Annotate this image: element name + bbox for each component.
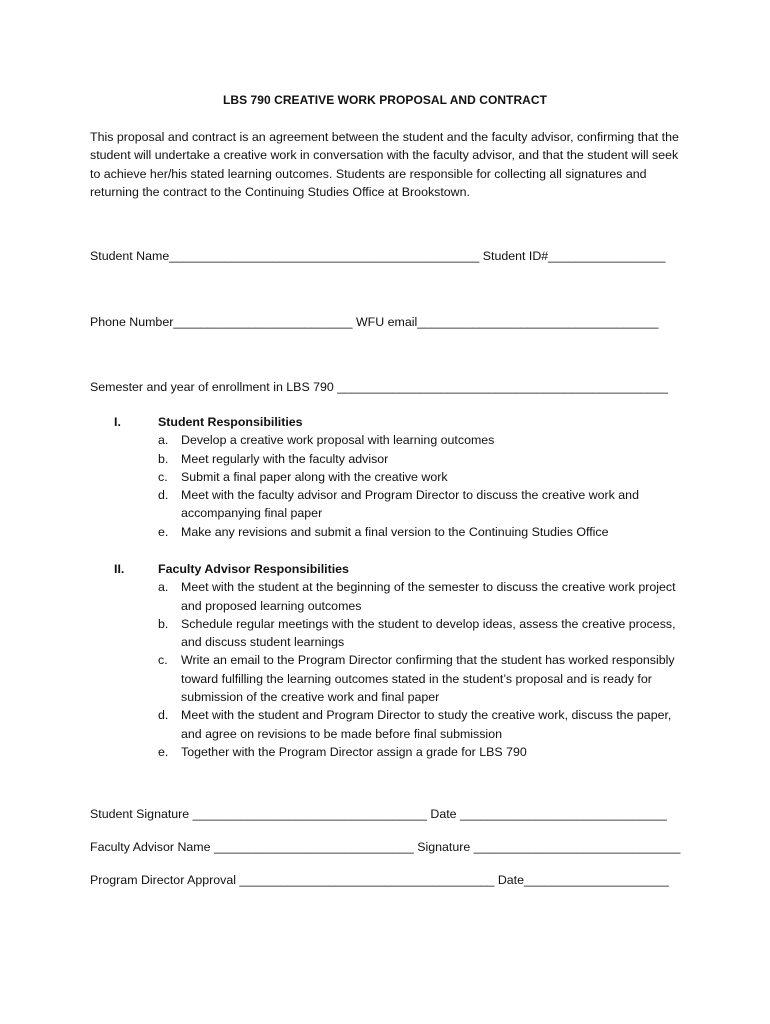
program-director-approval-field[interactable]: Program Director Approval _____________________________________ Date_____________________	[90, 873, 669, 887]
responsibility-list	[90, 431, 690, 541]
list-item	[90, 743, 690, 761]
item-text: Write an email to the Program Director confirming that the student has worked responsibly toward fulfilling the learning outcomes stated in the student’s proposal and is ready for submission of the creative work and final paper	[181, 653, 675, 705]
semester-year-field[interactable]: Semester and year of enrollment in LBS 790 ________________________________________________	[90, 380, 669, 394]
item-text: Make any revisions and submit a final version to the Continuing Studies Office	[181, 524, 609, 539]
item-letter: d.	[158, 488, 169, 503]
item-text: Meet with the student at the beginning of the semester to discuss the creative work project and proposed learning outcomes	[181, 580, 676, 613]
section-student-responsibilities	[90, 413, 690, 541]
item-letter: c.	[158, 653, 168, 668]
section-title: Student Responsibilities	[158, 415, 303, 429]
list-item	[90, 468, 690, 486]
section-numeral: II.	[114, 562, 125, 576]
list-item	[90, 651, 690, 706]
list-item	[90, 431, 690, 449]
section-heading	[90, 560, 690, 578]
item-text: Schedule regular meetings with the student to develop ideas, assess the creative process, and discuss student learnings	[181, 616, 676, 650]
section-title: Faculty Advisor Responsibilities	[158, 562, 349, 576]
student-name-id-field[interactable]: Student Name_____________________________________________ Student ID#_________________	[90, 249, 666, 263]
item-letter: b.	[158, 616, 169, 631]
faculty-advisor-signature-field[interactable]: Faculty Advisor Name _____________________________ Signature ______________________________	[90, 840, 681, 854]
item-letter: d.	[158, 708, 169, 723]
item-text: Together with the Program Director assign a grade for LBS 790	[181, 744, 527, 759]
section-numeral: I.	[114, 415, 121, 429]
item-text: Meet with the student and Program Director to study the creative work, discuss the paper, and agree on revisions to be made before final submission	[181, 708, 672, 741]
item-letter: e.	[158, 524, 169, 539]
section-faculty-advisor-responsibilities	[90, 560, 690, 761]
item-letter: b.	[158, 451, 169, 466]
intro-paragraph: This proposal and contract is an agreement between the student and the faculty advisor, confirming that the student will undertake a creative work in conversation with the faculty advisor, and that the student will seek to achieve her/his stated learning outcomes. Students are responsible for collecting all signatures and returning the contract to the Continuing Studies Office at Brookstown.	[90, 130, 679, 199]
item-letter: c.	[158, 469, 168, 484]
document-title: LBS 790 CREATIVE WORK PROPOSAL AND CONTRACT	[223, 93, 547, 107]
phone-email-field[interactable]: Phone Number__________________________ WFU email___________________________________	[90, 315, 659, 329]
list-item	[90, 615, 690, 652]
list-item	[90, 486, 690, 523]
list-item	[90, 706, 690, 743]
list-item	[90, 523, 690, 541]
list-item	[90, 450, 690, 468]
item-text: Develop a creative work proposal with learning outcomes	[181, 433, 495, 448]
item-letter: e.	[158, 744, 169, 759]
item-text: Submit a final paper along with the creative work	[181, 469, 448, 484]
section-heading	[90, 413, 690, 431]
list-item	[90, 578, 690, 615]
responsibility-list	[90, 578, 690, 761]
item-text: Meet regularly with the faculty advisor	[181, 451, 389, 466]
item-text: Meet with the faculty advisor and Program Director to discuss the creative work and accompanying final paper	[181, 488, 639, 521]
item-letter: a.	[158, 580, 169, 595]
student-signature-field[interactable]: Student Signature __________________________________ Date ______________________________	[90, 807, 667, 821]
item-letter: a.	[158, 433, 169, 448]
